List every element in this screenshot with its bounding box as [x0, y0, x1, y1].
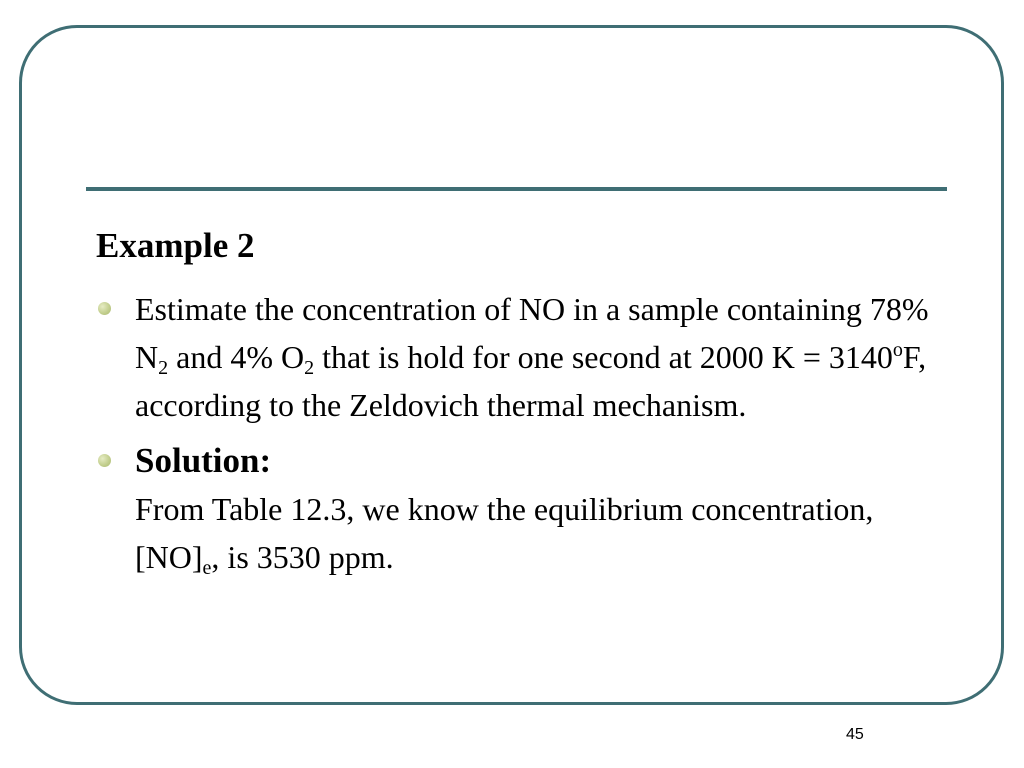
bullet-problem-statement [96, 285, 946, 429]
problem-o2-subscript: 2 [304, 357, 315, 379]
solution-text-part-1: From Table 12.3, we know the equilibrium concentration, [NO] [135, 491, 874, 575]
problem-text-part-4: F, according to the Zeldovich thermal mechanism. [135, 339, 927, 423]
solution-e-subscript: e [202, 557, 212, 579]
page-number: 45 [846, 726, 864, 743]
solution-title: Solution: [135, 441, 272, 480]
bullet-list [96, 285, 946, 581]
slide-heading: Example 2 [96, 226, 255, 265]
problem-text-part-2: and 4% O [168, 339, 305, 375]
solution-text-part-2: , is 3530 ppm. [211, 539, 394, 575]
problem-degree-superscript: o [892, 339, 903, 361]
problem-text-part-1: Estimate the concentration of NO in a sample containing 78% N [135, 291, 929, 375]
problem-text-part-3: that is hold for one second at 2000 K = 3140 [314, 339, 893, 375]
bullet-dot-icon [98, 454, 111, 467]
bullet-dot-icon [98, 302, 111, 315]
bullet-solution [96, 437, 946, 581]
problem-n2-subscript: 2 [158, 357, 169, 379]
title-divider-line [86, 187, 947, 191]
